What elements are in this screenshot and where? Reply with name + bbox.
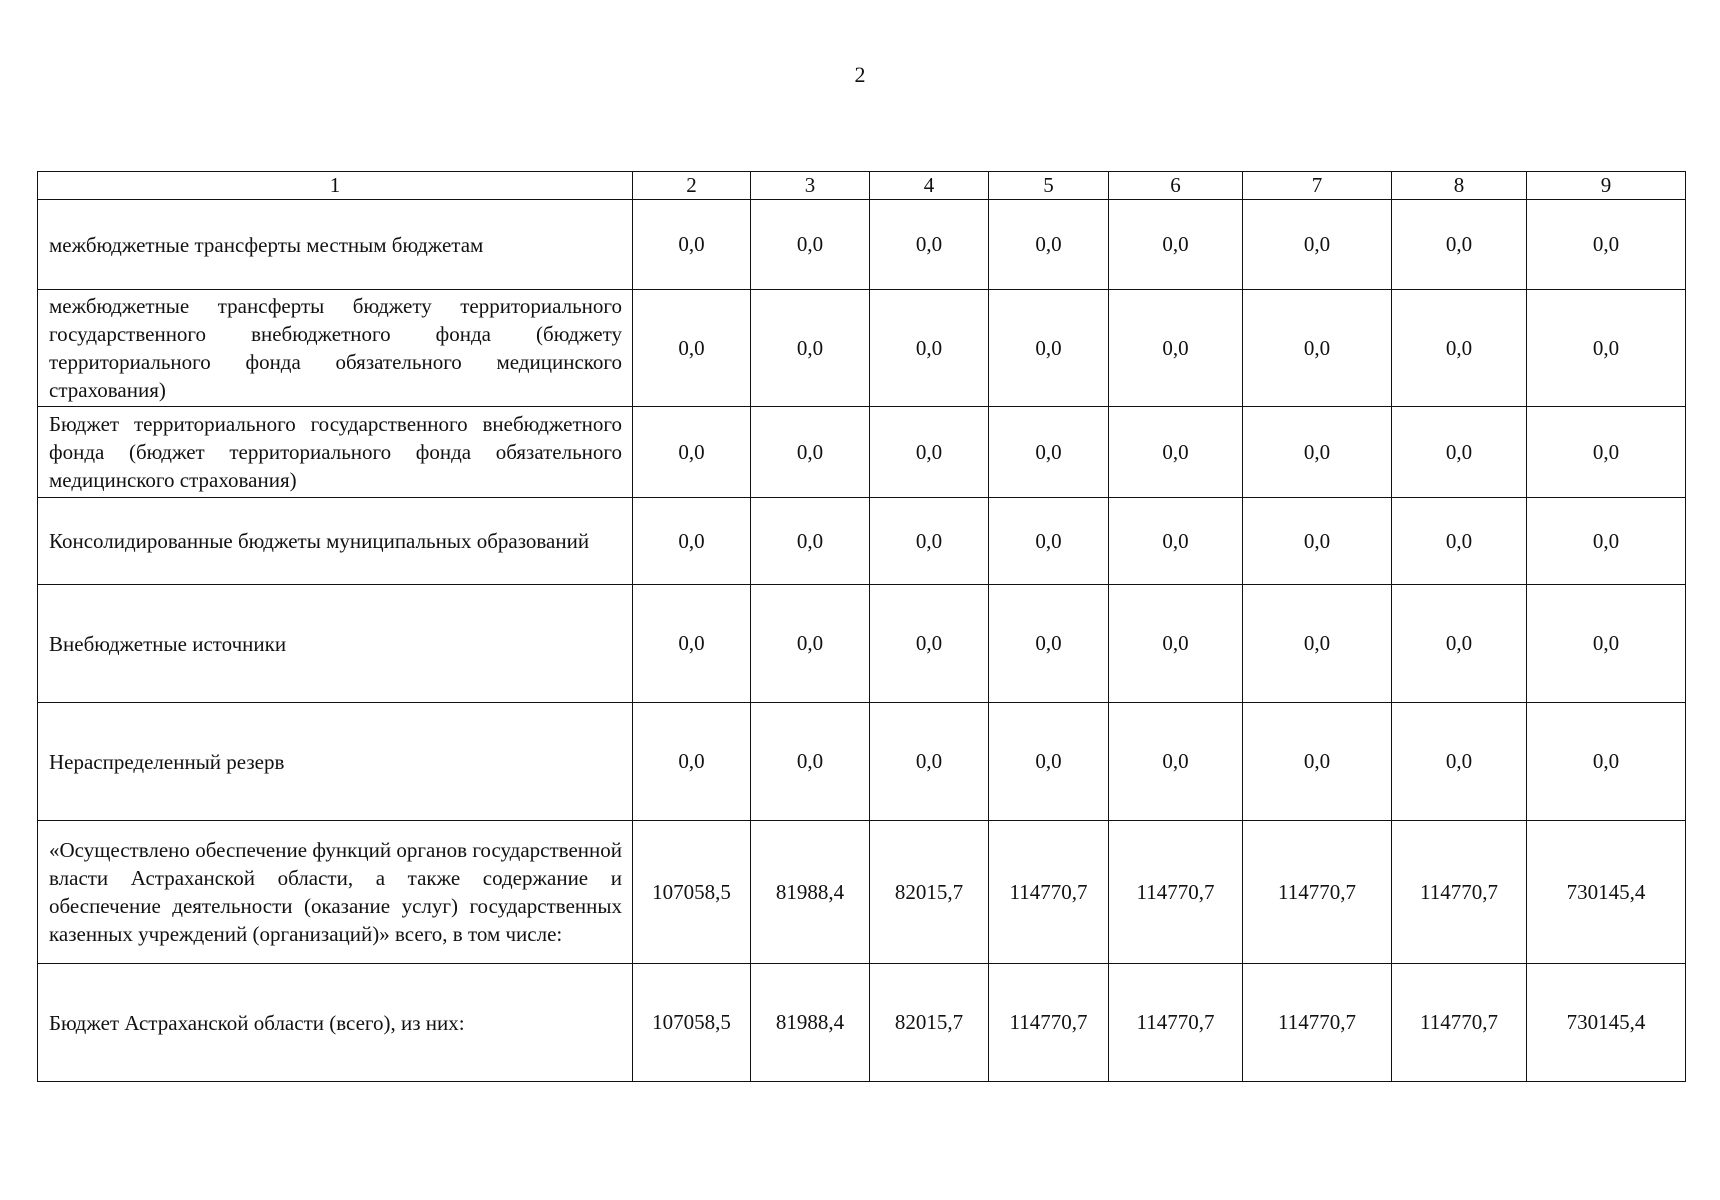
table-row xyxy=(38,703,1686,821)
table-cell: 0,0 xyxy=(1527,585,1686,703)
table-cell: 0,0 xyxy=(1109,290,1243,407)
table-cell: 0,0 xyxy=(1243,585,1392,703)
table-row xyxy=(38,290,1686,407)
table-cell: 0,0 xyxy=(633,585,751,703)
table-cell: 0,0 xyxy=(1392,703,1527,821)
row-label: Внебюджетные источники xyxy=(38,585,633,703)
budget-table xyxy=(37,171,1686,1082)
table-cell: 0,0 xyxy=(751,290,870,407)
table-cell: 0,0 xyxy=(870,498,989,585)
table-cell: 0,0 xyxy=(633,290,751,407)
table-cell: 0,0 xyxy=(870,703,989,821)
table-cell: 0,0 xyxy=(751,200,870,290)
table-cell: 0,0 xyxy=(633,703,751,821)
column-header: 8 xyxy=(1392,172,1527,200)
column-header: 4 xyxy=(870,172,989,200)
table-cell: 0,0 xyxy=(633,498,751,585)
table-cell: 0,0 xyxy=(870,290,989,407)
table-cell: 0,0 xyxy=(633,200,751,290)
table-cell: 114770,7 xyxy=(1109,821,1243,964)
table-cell: 0,0 xyxy=(989,290,1109,407)
row-label: Бюджет Астраханской области (всего), из них: xyxy=(38,964,633,1082)
table-cell: 114770,7 xyxy=(1243,821,1392,964)
column-header: 5 xyxy=(989,172,1109,200)
header-row xyxy=(38,172,1686,200)
table-row xyxy=(38,585,1686,703)
table-row xyxy=(38,200,1686,290)
table-cell: 82015,7 xyxy=(870,964,989,1082)
table-cell: 81988,4 xyxy=(751,821,870,964)
column-header: 7 xyxy=(1243,172,1392,200)
table-cell: 0,0 xyxy=(989,407,1109,498)
table-cell: 0,0 xyxy=(751,407,870,498)
table-cell: 0,0 xyxy=(1392,585,1527,703)
table-row xyxy=(38,964,1686,1082)
column-header: 2 xyxy=(633,172,751,200)
table-cell: 0,0 xyxy=(633,407,751,498)
page-number: 2 xyxy=(854,62,866,87)
table-cell: 730145,4 xyxy=(1527,821,1686,964)
table-cell: 0,0 xyxy=(989,585,1109,703)
row-label: межбюджетные трансферты местным бюджетам xyxy=(38,200,633,290)
table-row xyxy=(38,407,1686,498)
table-cell: 0,0 xyxy=(1527,290,1686,407)
table-cell: 0,0 xyxy=(989,200,1109,290)
table-cell: 0,0 xyxy=(1243,407,1392,498)
row-label: Нераспределенный резерв xyxy=(38,703,633,821)
table-cell: 107058,5 xyxy=(633,821,751,964)
table-cell: 114770,7 xyxy=(1392,964,1527,1082)
row-label: межбюджетные трансферты бюджету территориального государственного внебюджетного фонда (бюджету территориального фонда обязательного медицинского страхования) xyxy=(38,290,633,407)
table-cell: 0,0 xyxy=(1527,200,1686,290)
row-label: Бюджет территориального государственного внебюджетного фонда (бюджет территориального фонда обязательного медицинского страхования) xyxy=(38,407,633,498)
table-cell: 0,0 xyxy=(1392,498,1527,585)
table-row xyxy=(38,821,1686,964)
table-cell: 730145,4 xyxy=(1527,964,1686,1082)
table-cell: 82015,7 xyxy=(870,821,989,964)
table-cell: 0,0 xyxy=(1392,200,1527,290)
table-cell: 114770,7 xyxy=(1243,964,1392,1082)
column-header: 1 xyxy=(38,172,633,200)
table-cell: 107058,5 xyxy=(633,964,751,1082)
table-cell: 0,0 xyxy=(751,498,870,585)
table-cell: 0,0 xyxy=(1109,498,1243,585)
table-cell: 0,0 xyxy=(989,703,1109,821)
table-cell: 0,0 xyxy=(1392,407,1527,498)
table-cell: 114770,7 xyxy=(1392,821,1527,964)
table-cell: 0,0 xyxy=(1109,407,1243,498)
table-cell: 0,0 xyxy=(1527,498,1686,585)
table-cell: 0,0 xyxy=(1527,703,1686,821)
table-cell: 0,0 xyxy=(870,585,989,703)
table-cell: 0,0 xyxy=(751,585,870,703)
column-header: 9 xyxy=(1527,172,1686,200)
table-row xyxy=(38,498,1686,585)
table-cell: 0,0 xyxy=(1109,585,1243,703)
table-cell: 0,0 xyxy=(751,703,870,821)
table-cell: 114770,7 xyxy=(1109,964,1243,1082)
row-label: «Осуществлено обеспечение функций органов государственной власти Астраханской области, а также содержание и обеспечение деятельности (оказание услуг) государственных казенных учреждений (организаций)» всего, в том числе: xyxy=(38,821,633,964)
table-cell: 0,0 xyxy=(1243,498,1392,585)
table-cell: 81988,4 xyxy=(751,964,870,1082)
table-cell: 0,0 xyxy=(870,200,989,290)
table-cell: 0,0 xyxy=(1109,200,1243,290)
table-cell: 0,0 xyxy=(1109,703,1243,821)
table-cell: 0,0 xyxy=(1392,290,1527,407)
table-cell: 114770,7 xyxy=(989,964,1109,1082)
column-header: 6 xyxy=(1109,172,1243,200)
table-cell: 0,0 xyxy=(1527,407,1686,498)
table-cell: 0,0 xyxy=(870,407,989,498)
table-cell: 0,0 xyxy=(1243,290,1392,407)
table-cell: 0,0 xyxy=(1243,200,1392,290)
table-cell: 0,0 xyxy=(1243,703,1392,821)
table-cell: 114770,7 xyxy=(989,821,1109,964)
column-header: 3 xyxy=(751,172,870,200)
table-cell: 0,0 xyxy=(989,498,1109,585)
row-label: Консолидированные бюджеты муниципальных образований xyxy=(38,498,633,585)
